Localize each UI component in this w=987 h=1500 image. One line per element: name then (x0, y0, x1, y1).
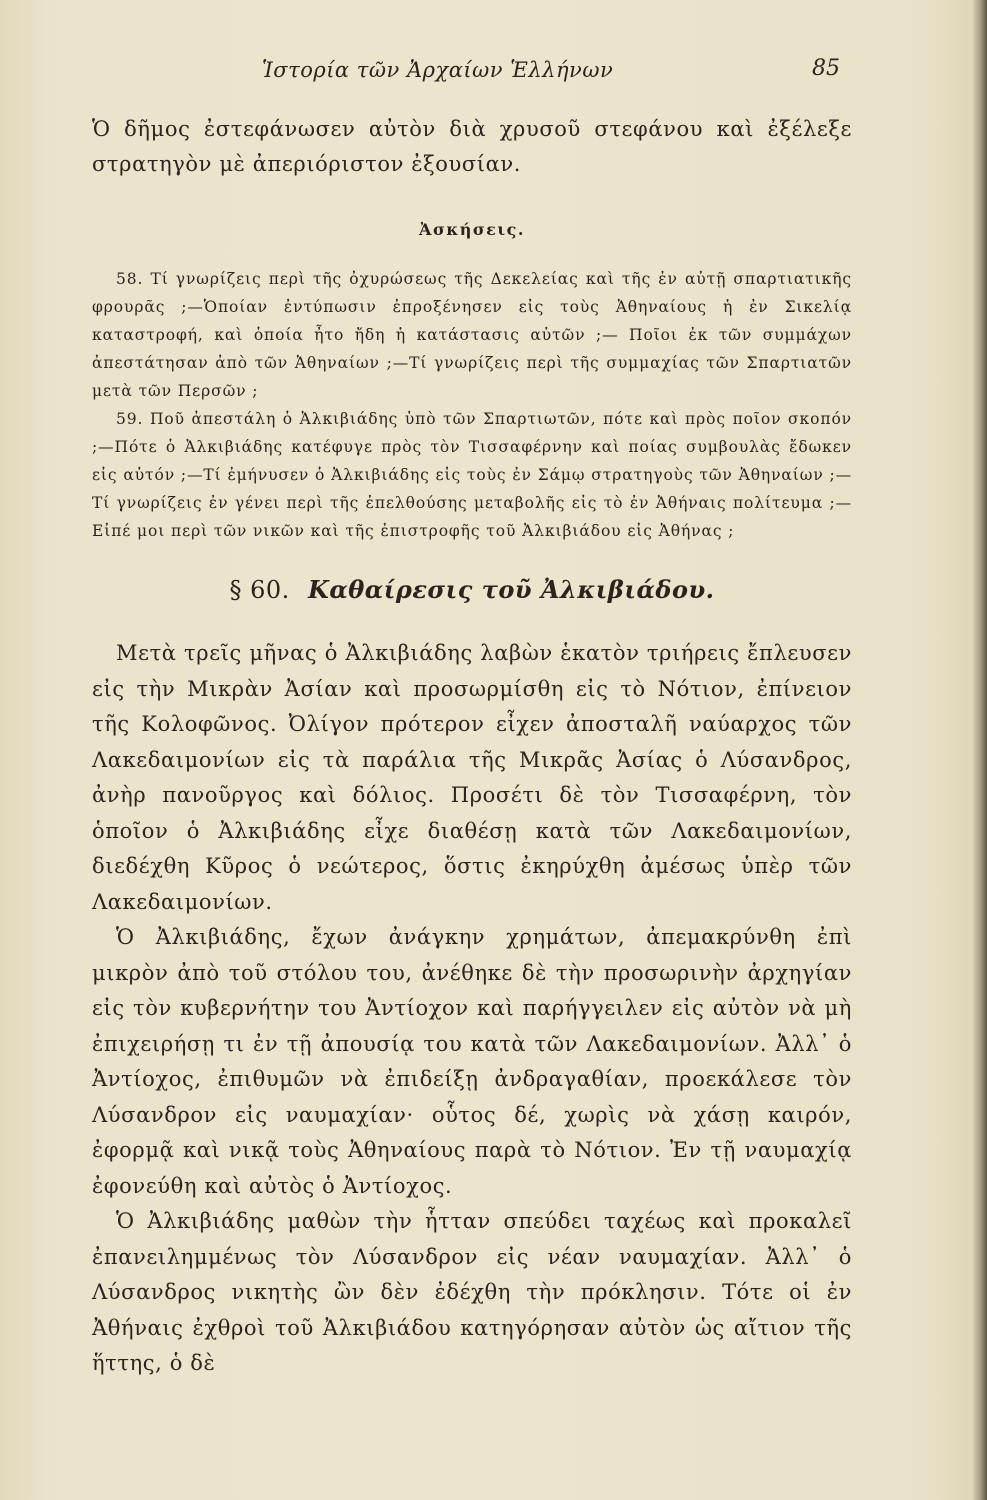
lead-paragraph: Ὁ δῆμος ἐστεφάνωσεν αὐτὸν διὰ χρυσοῦ στεφάνου καὶ ἐξέλεξε στρατηγὸν μὲ ἀπεριόριστον ἐξουσίαν. (92, 117, 852, 176)
exercise-59: 59. Ποῦ ἀπεστάλη ὁ Ἀλκιβιάδης ὑπὸ τῶν Σπαρτιωτῶν, πότε καὶ πρὸς ποῖον σκοπόν ;—Πότε ὁ Ἀλκιβιάδης κατέφυγε πρὸς τὸν Τισσαφέρνην καὶ ποίας συμβουλὰς ἔδωκεν εἰς αὐτόν ;—Τί ἐμήνυσεν ὁ Ἀλκιβιάδης εἰς τοὺς ἐν Σάμῳ στρατηγοὺς τῶν Ἀθηναίων ;—Τί γνωρίζεις ἐν γένει περὶ τῆς ἐπελθούσης μεταβολῆς εἰς τὸ ἐν Ἀθήναις πολίτευμα ;—Εἰπέ μοι περὶ τῶν νικῶν καὶ τῆς ἐπιστροφῆς τοῦ Ἀλκιβιάδου εἰς Ἀθήνας ; (92, 410, 852, 540)
section-number: § 60. (229, 576, 290, 604)
exercises-heading: Ἀσκήσεις. (419, 220, 525, 239)
exercise-58: 58. Τί γνωρίζεις περὶ τῆς ὀχυρώσεως τῆς Δεκελείας καὶ τῆς ἐν αὐτῇ σπαρτιατικῆς φρουρᾶς ;—Ὁποίαν ἐντύπωσιν ἐπροξένησεν εἰς τοὺς Ἀθηναίους ἡ ἐν Σικελίᾳ καταστροφή, καὶ ὁποία ἦτο ἤδη ἡ κατάστασις αὐτῶν ;— Ποῖοι ἐκ τῶν συμμάχων ἀπεστάτησαν ἀπὸ τῶν Ἀθηναίων ;—Τί γνωρίζεις περὶ τῆς συμμαχίας τῶν Σπαρτιατῶν μετὰ τῶν Περσῶν ; (92, 270, 852, 400)
section-title: Καθαίρεσις τοῦ Ἀλκιβιάδου. (307, 575, 715, 604)
body-paragraph-2: Ὁ Ἀλκιβιάδης, ἔχων ἀνάγκην χρημάτων, ἀπεμακρύνθη ἐπὶ μικρὸν ἀπὸ τοῦ στόλου του, ἀνέθηκε δὲ τὴν προσωρινὴν ἀρχηγίαν εἰς τὸν κυβερνήτην του Ἀντίοχον καὶ παρήγγειλεν εἰς αὐτὸν νὰ μὴ ἐπιχειρήσῃ τι ἐν τῇ ἀπουσίᾳ του κατὰ τῶν Λακεδαιμονίων. Ἀλλ᾽ ὁ Ἀντίοχος, ἐπιθυμῶν νὰ ἐπιδείξῃ ἀνδραγαθίαν, προεκάλεσε τὸν Λύσανδρον εἰς ναυμαχίαν· οὗτος δέ, χωρὶς νὰ χάσῃ καιρόν, ἐφορμᾷ καὶ νικᾷ τοὺς Ἀθηναίους παρὰ τὸ Νότιον. Ἐν τῇ ναυμαχίᾳ ἐφονεύθη καὶ αὐτὸς ὁ Ἀντίοχος. (92, 925, 852, 1198)
book-spine-edge (973, 0, 987, 1500)
body-paragraph-3: Ὁ Ἀλκιβιάδης μαθὼν τὴν ἧτταν σπεύδει ταχέως καὶ προκαλεῖ ἐπανειλημμένως τὸν Λύσανδρον εἰς νέαν ναυμαχίαν. Ἀλλ᾽ ὁ Λύσανδρος νικητὴς ὢν δὲν ἐδέχθη τὴν πρόκλησιν. Τότε οἱ ἐν Ἀθήναις ἐχθροὶ τοῦ Ἀλκιβιάδου κατηγόρησαν αὐτὸν ὡς αἴτιον τῆς ἥττης, ὁ δὲ (92, 1209, 852, 1375)
section-heading (92, 575, 852, 604)
running-title: Ἱστορία τῶν Ἀρχαίων Ἑλλήνων (262, 58, 614, 82)
page-content (92, 112, 852, 1382)
body-paragraph-1: Μετὰ τρεῖς μῆνας ὁ Ἀλκιβιάδης λαβὼν ἑκατὸν τριήρεις ἔπλευσεν εἰς τὴν Μικρὰν Ἀσίαν καὶ προσωρμίσθη εἰς τὸ Νότιον, ἐπίνειον τῆς Κολοφῶνος. Ὀλίγον πρότερον εἶχεν ἀποσταλῆ ναύαρχος τῶν Λακεδαιμονίων εἰς τὰ παράλια τῆς Μικρᾶς Ἀσίας ὁ Λύσανδρος, ἀνὴρ πανοῦργος καὶ δόλιος. Προσέτι δὲ τὸν Τισσαφέρνη, τὸν ὁποῖον ὁ Ἀλκιβιάδης εἶχε διαθέσῃ κατὰ τῶν Λακεδαιμονίων, διεδέχθη Κῦρος ὁ νεώτερος, ὅστις ἐκηρύχθη ἀμέσως ὑπὲρ τῶν Λακεδαιμονίων. (92, 641, 852, 914)
page-number: 85 (812, 56, 840, 81)
page-header (0, 56, 987, 96)
